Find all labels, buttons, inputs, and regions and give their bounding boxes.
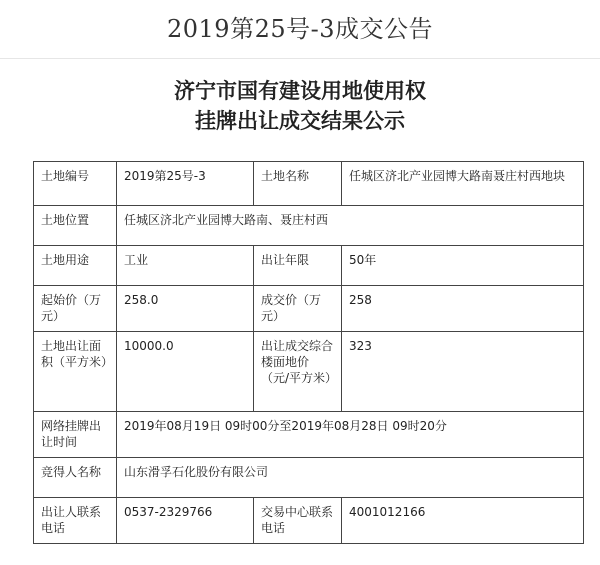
seller-phone-value: 0537-2329766 bbox=[117, 498, 254, 544]
listing-period-value: 2019年08月19日 09时00分至2019年08月28日 09时20分 bbox=[117, 412, 584, 458]
notice-title-line1: 济宁市国有建设用地使用权 bbox=[174, 78, 426, 103]
notice-title bbox=[0, 76, 600, 136]
center-phone-label: 交易中心联系电话 bbox=[254, 498, 342, 544]
notice-title-line2: 挂牌出让成交结果公示 bbox=[195, 108, 405, 133]
bidder-label: 竞得人名称 bbox=[34, 458, 117, 498]
land-use-label: 土地用途 bbox=[34, 246, 117, 286]
table-row bbox=[34, 332, 584, 412]
area-label: 土地出让面积（平方米） bbox=[34, 332, 117, 412]
announcement-title: 2019第25号-3成交公告 bbox=[167, 15, 433, 43]
parcel-no-label: 土地编号 bbox=[34, 162, 117, 206]
term-value: 50年 bbox=[342, 246, 584, 286]
parcel-no-value: 2019第25号-3 bbox=[117, 162, 254, 206]
start-price-label: 起始价（万元） bbox=[34, 286, 117, 332]
location-value: 任城区济北产业园博大路南、聂庄村西 bbox=[117, 206, 584, 246]
page-header bbox=[0, 0, 600, 59]
center-phone-value: 4001012166 bbox=[342, 498, 584, 544]
start-price-value: 258.0 bbox=[117, 286, 254, 332]
table-row bbox=[34, 246, 584, 286]
parcel-name-label: 土地名称 bbox=[254, 162, 342, 206]
bidder-value: 山东滑孚石化股份有限公司 bbox=[117, 458, 584, 498]
table-row bbox=[34, 498, 584, 544]
table-row bbox=[34, 286, 584, 332]
deal-price-value: 258 bbox=[342, 286, 584, 332]
land-use-value: 工业 bbox=[117, 246, 254, 286]
seller-phone-label: 出让人联系电话 bbox=[34, 498, 117, 544]
transaction-result-table bbox=[33, 161, 584, 544]
parcel-name-value: 任城区济北产业园博大路南聂庄村西地块 bbox=[342, 162, 584, 206]
area-value: 10000.0 bbox=[117, 332, 254, 412]
table-row bbox=[34, 162, 584, 206]
floor-price-label: 出让成交综合楼面地价（元/平方米） bbox=[254, 332, 342, 412]
table-row bbox=[34, 458, 584, 498]
listing-period-label: 网络挂牌出让时间 bbox=[34, 412, 117, 458]
deal-price-label: 成交价（万元） bbox=[254, 286, 342, 332]
table-row bbox=[34, 412, 584, 458]
location-label: 土地位置 bbox=[34, 206, 117, 246]
table-row bbox=[34, 206, 584, 246]
floor-price-value: 323 bbox=[342, 332, 584, 412]
term-label: 出让年限 bbox=[254, 246, 342, 286]
